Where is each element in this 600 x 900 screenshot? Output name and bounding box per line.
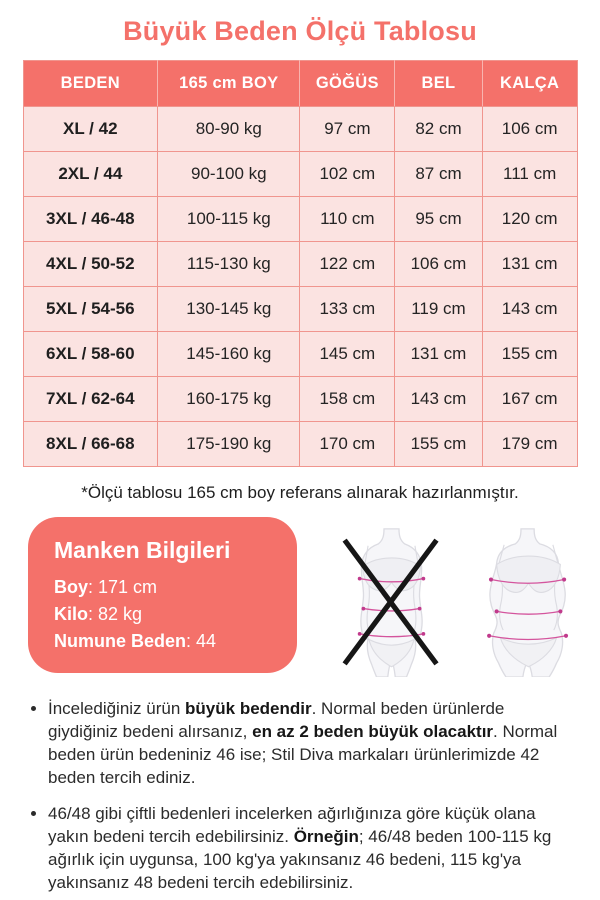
measurement-cell: 90-100 kg: [158, 152, 300, 197]
measurement-cell: 131 cm: [395, 332, 483, 377]
measurement-cell: 97 cm: [300, 107, 395, 152]
model-info-fields: [54, 574, 271, 655]
size-label-cell: 5XL / 54-56: [23, 287, 158, 332]
measurement-cell: 87 cm: [395, 152, 483, 197]
model-field-label: Kilo: [54, 604, 88, 624]
page-title: Büyük Beden Ölçü Tablosu: [123, 16, 477, 46]
model-info-section: [0, 517, 600, 677]
table-row: [23, 422, 577, 467]
size-label-cell: 2XL / 44: [23, 152, 158, 197]
header-cell-3: BEL: [395, 61, 483, 107]
table-row: [23, 197, 577, 242]
model-info-field: [54, 628, 271, 655]
measurement-cell: 111 cm: [482, 152, 577, 197]
model-info-card: [28, 517, 297, 673]
body-figures: [334, 517, 590, 677]
measurement-cell: 80-90 kg: [158, 107, 300, 152]
model-info-title: Manken Bilgileri: [54, 537, 231, 563]
size-label-cell: 7XL / 62-64: [23, 377, 158, 422]
measurement-cell: 158 cm: [300, 377, 395, 422]
table-row: [23, 287, 577, 332]
table-row: [23, 332, 577, 377]
size-guide-page: [0, 16, 600, 900]
notes-list: [30, 697, 566, 894]
measurement-cell: 106 cm: [482, 107, 577, 152]
slim-body-crossed-icon: [334, 527, 449, 677]
size-table-body: [23, 107, 577, 467]
measurement-cell: 122 cm: [300, 242, 395, 287]
table-row: [23, 152, 577, 197]
size-label-cell: 8XL / 66-68: [23, 422, 158, 467]
measurement-cell: 145 cm: [300, 332, 395, 377]
measurement-cell: 82 cm: [395, 107, 483, 152]
note-item: • İncelediğiniz ürün büyük bedendir. Normal beden ürünlerde giydiğiniz bedeni alırsanız, en az 2 beden büyük olacaktır. Normal beden ürün bedeniniz 46 ise; Stil Diva markaları ürünlerimizde 42 beden tercih ediniz.: [48, 697, 566, 789]
header-cell-0: BEDEN: [23, 61, 158, 107]
model-field-value: : 82 kg: [88, 604, 143, 624]
model-field-value: : 44: [186, 631, 217, 651]
measurement-cell: 119 cm: [395, 287, 483, 332]
measurement-cell: 131 cm: [482, 242, 577, 287]
measurement-cell: 170 cm: [300, 422, 395, 467]
header-cell-2: GÖĞÜS: [300, 61, 395, 107]
model-info-field: [54, 574, 271, 601]
size-label-cell: XL / 42: [23, 107, 158, 152]
header-row: [23, 61, 577, 107]
table-row: [23, 242, 577, 287]
header-cell-4: KALÇA: [482, 61, 577, 107]
measurement-cell: 167 cm: [482, 377, 577, 422]
measurement-cell: 130-145 kg: [158, 287, 300, 332]
model-field-value: : 171 cm: [88, 577, 158, 597]
table-footnote: *Ölçü tablosu 165 cm boy referans alınarak hazırlanmıştır.: [81, 483, 519, 502]
measurement-cell: 95 cm: [395, 197, 483, 242]
size-table-header: [23, 61, 577, 107]
measurement-cell: 160-175 kg: [158, 377, 300, 422]
table-row: [23, 107, 577, 152]
measurement-cell: 145-160 kg: [158, 332, 300, 377]
model-info-field: [54, 601, 271, 628]
measurement-cell: 175-190 kg: [158, 422, 300, 467]
size-label-cell: 3XL / 46-48: [23, 197, 158, 242]
measurement-cell: 179 cm: [482, 422, 577, 467]
measurement-cell: 133 cm: [300, 287, 395, 332]
measurement-cell: 155 cm: [395, 422, 483, 467]
size-label-cell: 4XL / 50-52: [23, 242, 158, 287]
measurement-cell: 106 cm: [395, 242, 483, 287]
model-field-label: Boy: [54, 577, 89, 597]
header-cell-1: 165 cm BOY: [158, 61, 300, 107]
measurement-cell: 143 cm: [395, 377, 483, 422]
measurement-cell: 100-115 kg: [158, 197, 300, 242]
measurement-cell: 102 cm: [300, 152, 395, 197]
size-table: [23, 60, 578, 467]
note-item: • 46/48 gibi çiftli bedenleri incelerken ağırlığınıza göre küçük olana yakın bedeni tercih edebilirsiniz. Örneğin; 46/48 beden 100-115 kg ağırlık için uygunsa, 100 kg'ya yakınsanız 46 bedeni, 115 kg'ya yakınsanız 48 bedeni tercih edebilirsiniz.: [48, 802, 566, 894]
measurement-cell: 110 cm: [300, 197, 395, 242]
measurement-cell: 115-130 kg: [158, 242, 300, 287]
table-row: [23, 377, 577, 422]
measurement-cell: 120 cm: [482, 197, 577, 242]
size-label-cell: 6XL / 58-60: [23, 332, 158, 377]
measurement-cell: 143 cm: [482, 287, 577, 332]
measurement-cell: 155 cm: [482, 332, 577, 377]
model-field-label: Numune Beden: [54, 631, 187, 651]
plus-size-body-icon: [471, 527, 586, 677]
